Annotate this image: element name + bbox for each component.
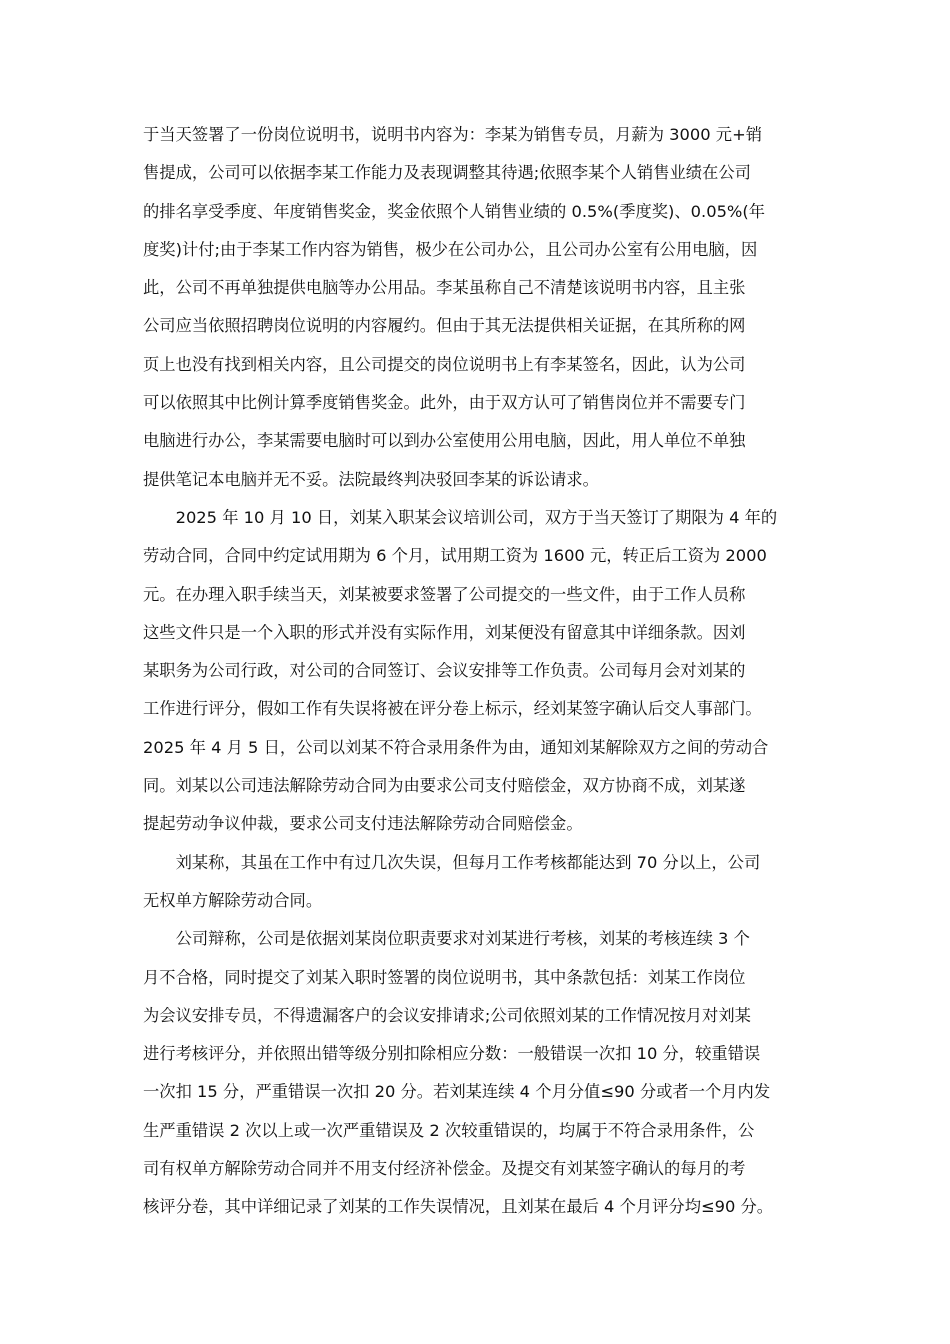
text-line: 核评分卷，其中详细记录了刘某的工作失误情况，且刘某在最后 4 个月评分均≤90 分。	[143, 1197, 774, 1217]
text-line: 劳动合同，合同中约定试用期为 6 个月，试用期工资为 1600 元，转正后工资为 2000	[143, 546, 767, 566]
text-line: 同。刘某以公司违法解除劳动合同为由要求公司支付赔偿金，双方协商不成，刘某遂	[143, 776, 746, 796]
text-line: 进行考核评分，并依照出错等级分别扣除相应分数：一般错误一次扣 10 分，较重错误	[143, 1044, 761, 1064]
text-line-indented: 刘某称，其虽在工作中有过几次失误，但每月工作考核都能达到 70 分以上，公司	[175, 852, 761, 872]
text-line: 司有权单方解除劳动合同并不用支付经济补偿金。及提交有刘某签字确认的每月的考	[143, 1159, 746, 1179]
text-line: 生严重错误 2 次以上或一次严重错误及 2 次较重错误的，均属于不符合录用条件，公	[143, 1120, 755, 1140]
text-line: 于当天签署了一份岗位说明书，说明书内容为：李某为销售专员，月薪为 3000 元+销	[143, 125, 762, 144]
text-line: 售提成，公司可以依据李某工作能力及表现调整其待遇;依照李某个人销售业绩在公司	[143, 163, 751, 183]
text-line: 度奖)计付;由于李某工作内容为销售，极少在公司办公，且公司办公室有公用电脑，因	[143, 239, 758, 259]
text-line: 工作进行评分，假如工作有失误将被在评分卷上标示，经刘某签字确认后交人事部门。	[143, 699, 762, 719]
text-line: 电脑进行办公，李某需要电脑时可以到办公室使用公用电脑，因此，用人单位不单独	[143, 431, 746, 451]
paragraph-4	[143, 920, 811, 1226]
text-line: 页上也没有找到相关内容，且公司提交的岗位说明书上有李某签名，因此，认为公司	[143, 354, 746, 374]
text-line: 一次扣 15 分，严重错误一次扣 20 分。若刘某连续 4 个月分值≤90 分或者一个月内发	[143, 1082, 771, 1102]
paragraph-1	[143, 116, 811, 499]
text-line: 月不合格，同时提交了刘某入职时签署的岗位说明书，其中条款包括：刘某工作岗位	[143, 967, 746, 987]
text-line: 此，公司不再单独提供电脑等办公用品。李某虽称自己不清楚该说明书内容，且主张	[143, 278, 746, 298]
text-line: 可以依照其中比例计算季度销售奖金。此外，由于双方认可了销售岗位并不需要专门	[143, 393, 746, 413]
text-line: 2025 年 4 月 5 日，公司以刘某不符合录用条件为由，通知刘某解除双方之间的劳动合	[143, 737, 769, 757]
text-line: 为会议安排专员，不得遗漏客户的会议安排请求;公司依照刘某的工作情况按月对刘某	[143, 1005, 751, 1025]
text-line: 提供笔记本电脑并无不妥。法院最终判决驳回李某的诉讼请求。	[143, 469, 599, 489]
text-line: 元。在办理入职手续当天，刘某被要求签署了公司提交的一些文件，由于工作人员称	[143, 584, 746, 604]
document-body	[143, 116, 811, 1227]
text-line-indented: 公司辩称，公司是依据刘某岗位职责要求对刘某进行考核，刘某的考核连续 3 个	[175, 929, 750, 949]
text-line: 某职务为公司行政，对公司的合同签订、会议安排等工作负责。公司每月会对刘某的	[143, 661, 746, 681]
text-line: 的排名享受季度、年度销售奖金，奖金依照个人销售业绩的 0.5%(季度奖)、0.05%(年	[143, 201, 766, 221]
paragraph-2	[143, 499, 811, 844]
text-line: 无权单方解除劳动合同。	[143, 890, 323, 910]
text-line: 提起劳动争议仲裁，要求公司支付违法解除劳动合同赔偿金。	[143, 814, 583, 834]
text-line-indented: 2025 年 10 月 10 日，刘某入职某会议培训公司，双方于当天签订了期限为 4 年的	[175, 507, 778, 527]
text-line: 公司应当依照招聘岗位说明的内容履约。但由于其无法提供相关证据，在其所称的网	[143, 316, 746, 336]
paragraph-3	[143, 844, 811, 921]
text-line: 这些文件只是一个入职的形式并没有实际作用，刘某便没有留意其中详细条款。因刘	[143, 622, 746, 642]
